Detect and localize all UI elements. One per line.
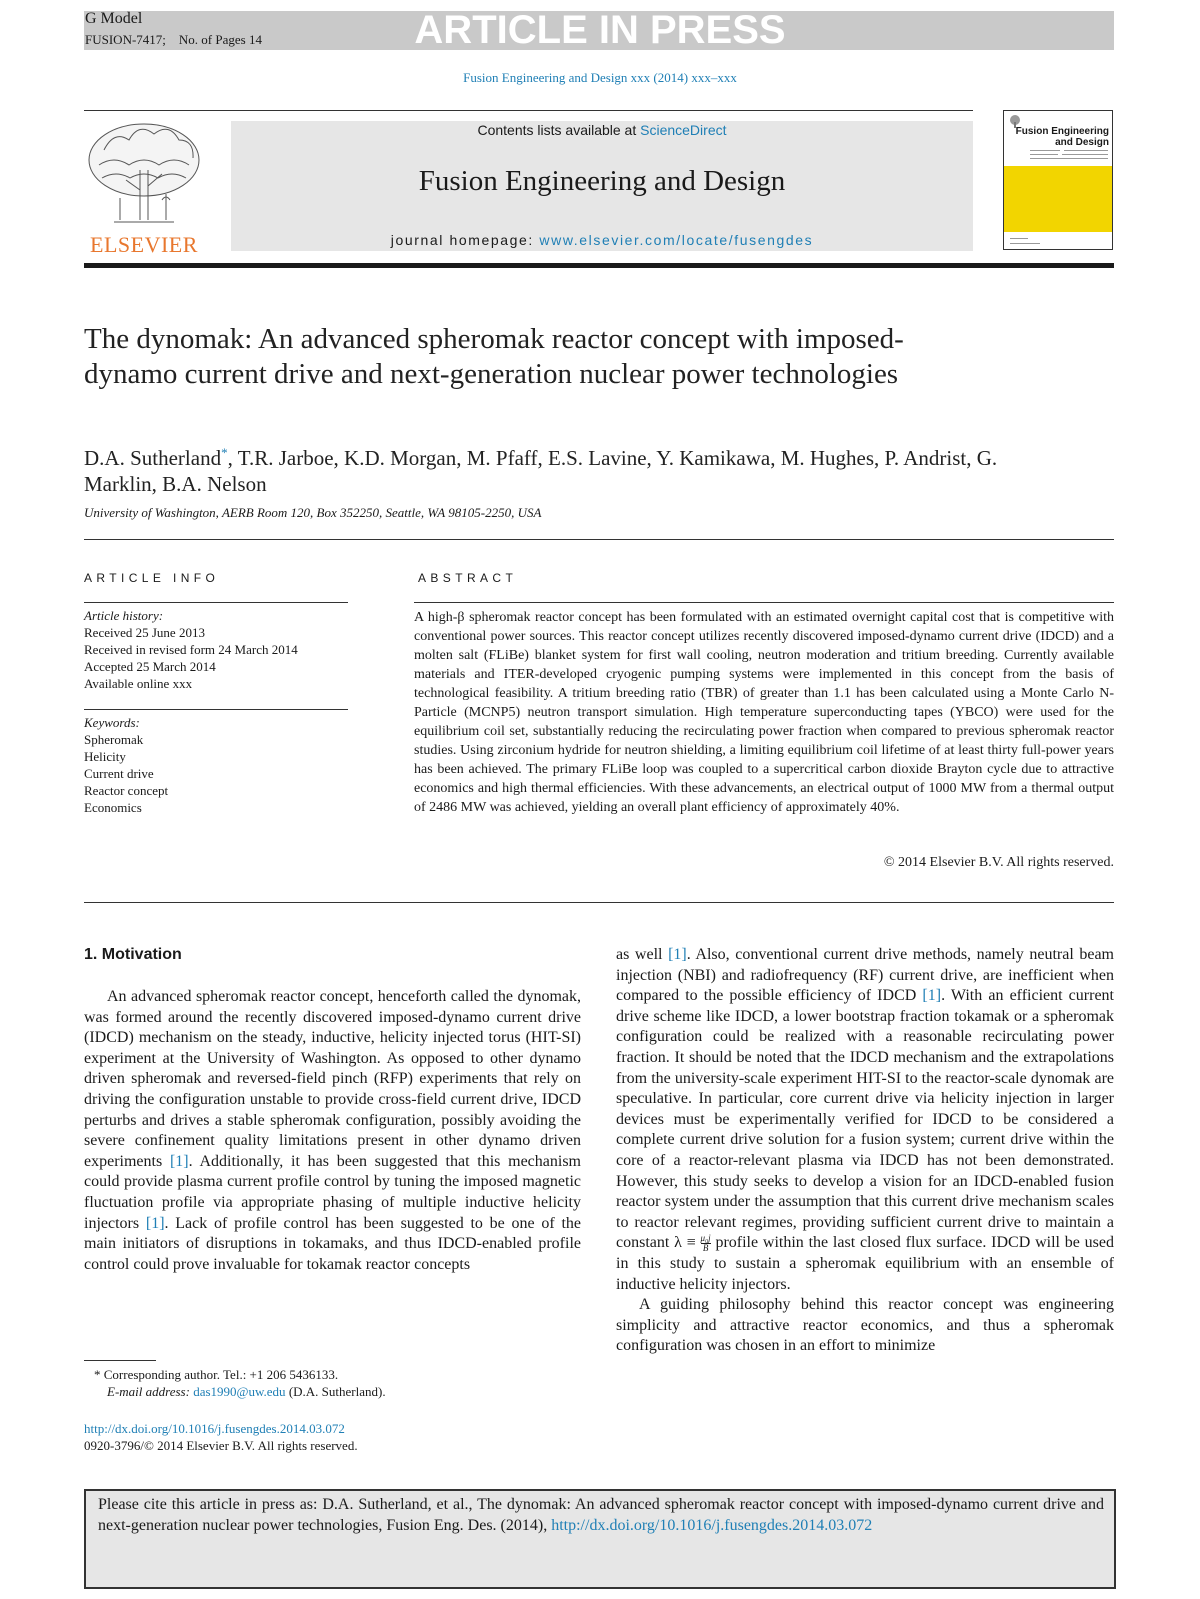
article-info-rule xyxy=(84,602,348,603)
article-in-press-banner: ARTICLE IN PRESS xyxy=(414,8,786,52)
elsevier-wordmark: ELSEVIER xyxy=(90,232,198,257)
abstract-text: A high-β spheromak reactor concept has been formulated with an estimated overnight capital cost that is competitive with conventional power sources. This reactor concept utilizes recently discovered imposed-dynamo current drive (IDCD) and a molten salt (FLiBe) blanket system for first wall cooling, neutron moderation and tritium breeding. Currently available materials and ITER-developed cryogenic pumping systems were implemented in this concept from the basis of technological feasibility. A tritium breeding ratio (TBR) of greater than 1.1 has been calculated using a Monte Carlo N-Particle (MCNP5) neutron transport simulation. High temperature superconducting tapes (YBCO) were used for the equilibrium coil set, substantially reducing the recirculating power fraction when compared to previous spheromak reactor studies. Using zirconium hydride for neutron shielding, a limiting equilibrium coil lifetime of at least thirty full-power years has been achieved. The primary FLiBe loop was coupled to a supercritical carbon dioxide Brayton cycle due to attractive economics and high thermal efficiencies. With these advancements, an electrical output of 1000 MW from a thermal output of 2486 MW was achieved, yielding an overall plant efficiency of approximately 40%. xyxy=(414,610,1114,815)
cover-yellow-panel xyxy=(1004,166,1112,232)
cover-subtitle-lines xyxy=(1030,149,1110,163)
fraction-denominator: B xyxy=(702,1243,709,1254)
article-title: The dynomak: An advanced spheromak reactor concept with imposed-dynamo current drive and next-generation nuclear power technologies xyxy=(84,323,904,390)
body-text: . Additionally, it has been suggested that this mechanism could provide plasma current profile control by tuning the imposed magnetic fluctuation profile via appropriate phasing of multiple inductive helicity injectors xyxy=(84,1152,581,1232)
footnote xyxy=(84,1366,386,1400)
keywords-rule xyxy=(84,709,348,710)
cover-title-line-1: Fusion Engineering xyxy=(1015,126,1109,137)
body-text: as well xyxy=(616,946,669,963)
body-text: . Lack of profile control has been suggested to be one of the main initiators of disruptions in tokamaks, and thus IDCD-enabled profile control could prove invaluable for tokamak reactor concepts xyxy=(84,1214,582,1273)
section-heading-motivation: 1. Motivation xyxy=(84,946,182,963)
reference-link[interactable]: [1] xyxy=(145,1214,165,1232)
author-list xyxy=(84,440,1004,497)
sciencedirect-link[interactable]: ScienceDirect xyxy=(640,122,727,138)
homepage-link[interactable]: www.elsevier.com/locate/fusengdes xyxy=(539,232,814,248)
journal-name: Fusion Engineering and Design xyxy=(418,165,786,197)
history-item: Received in revised form 24 March 2014 xyxy=(84,642,298,657)
contents-prefix: Contents lists available at xyxy=(477,122,641,138)
elsevier-tree-logo xyxy=(84,120,204,230)
journal-reference[interactable]: Fusion Engineering and Design xxx (2014) xxx–xxx xyxy=(463,70,737,85)
issn-line: 0920-3796/© 2014 Elsevier B.V. All rights reserved. xyxy=(84,1438,358,1453)
cover-footer-marks xyxy=(1010,236,1050,248)
keyword-item: Current drive xyxy=(84,766,154,781)
reference-link[interactable]: [1] xyxy=(668,946,687,963)
section-rule-bottom xyxy=(84,902,1114,903)
cite-doi-link[interactable]: http://dx.doi.org/10.1016/j.fusengdes.2014.03.072 xyxy=(551,1517,873,1534)
history-item: Accepted 25 March 2014 xyxy=(84,659,216,674)
page-count: No. of Pages 14 xyxy=(178,32,262,47)
email-link[interactable]: das1990@uw.edu xyxy=(193,1384,286,1399)
homepage-prefix: journal homepage: xyxy=(390,232,540,248)
reference-link[interactable]: [1] xyxy=(922,987,942,1005)
cover-title xyxy=(1013,126,1109,148)
lambda-fraction xyxy=(701,1234,711,1253)
cite-text-block xyxy=(98,1494,1104,1536)
footnote-mark: * xyxy=(94,1367,101,1382)
footnote-text: Corresponding author. Tel.: +1 206 5436133. xyxy=(100,1367,339,1382)
fraction-numerator: μ₀j xyxy=(700,1233,711,1244)
cite-text: Please cite this article in press as: D.A. Sutherland, et al., The dynomak: An advanced spheromak reactor concept with imposed-dynamo current drive and next-generation nuclear power technologies, Fusion Eng. Des. (2014), xyxy=(98,1496,1104,1534)
article-history xyxy=(84,607,298,692)
body-text: . Also, conventional current drive methods, namely neutral beam injection (NBI) and radiofrequency (RF) current drive, are inefficient when compared to the possible efficiency of IDCD xyxy=(616,946,1115,1005)
email-suffix: (D.A. Sutherland). xyxy=(285,1384,386,1399)
keyword-item: Economics xyxy=(84,800,142,815)
email-label: E-mail address: xyxy=(107,1384,194,1399)
keyword-item: Reactor concept xyxy=(84,783,169,798)
body-right-column xyxy=(616,945,1114,1357)
article-info-heading: ARTICLE INFO xyxy=(84,571,220,585)
keywords-label: Keywords: xyxy=(84,715,140,730)
section-rule-top xyxy=(84,539,1114,540)
header-rule xyxy=(84,110,973,111)
body-left-column xyxy=(84,987,581,1275)
other-authors: , T.R. Jarboe, K.D. Morgan, M. Pfaff, E.S. Lavine, Y. Kamikawa, M. Hughes, P. Andrist, G. Marklin, B.A. Nelson xyxy=(84,446,998,496)
body-text: profile within the last closed flux surface. IDCD will be used in this study to sustain a spheromak equilibrium with an ensemble of inductive helicity injectors. xyxy=(616,1234,1114,1293)
corresponding-author-mark[interactable]: * xyxy=(221,445,228,460)
history-label: Article history: xyxy=(84,608,164,623)
doi-block xyxy=(84,1420,358,1454)
keyword-item: Helicity xyxy=(84,749,126,764)
doi-link[interactable]: http://dx.doi.org/10.1016/j.fusengdes.2014.03.072 xyxy=(84,1421,345,1436)
g-model-label: G Model xyxy=(85,10,143,27)
body-text: A guiding philosophy behind this reactor concept was engineering simplicity and attractive reactor economics, and thus a spheromak configuration was chosen in an effort to minimize xyxy=(616,1296,1114,1355)
journal-homepage-line xyxy=(231,232,973,248)
article-id: FUSION-7417; xyxy=(85,32,166,47)
keywords xyxy=(84,714,168,816)
contents-line xyxy=(231,122,973,138)
cover-title-line-2: and Design xyxy=(1055,137,1109,148)
body-text: An advanced spheromak reactor concept, henceforth called the dynomak, was formed around the recently discovered imposed-dynamo current drive (IDCD) mechanism on the steady, inductive, helicity injected torus (HIT-SI) experiment at the University of Washington. As opposed to other dynamo driven spheromak and reversed-field pinch (RFP) experiments that rely on driving the configuration unstable to provide cross-field current drive, IDCD perturbs and drives a stable spheromak configuration, possibly avoiding the severe confinement quality limitations present in other dynamo driven experiments xyxy=(84,988,581,1170)
abstract-rule xyxy=(414,602,1114,603)
affiliation: University of Washington, AERB Room 120, Box 352250, Seattle, WA 98105-2250, USA xyxy=(84,505,542,520)
history-item: Available online xxx xyxy=(84,676,193,691)
masthead-thick-rule xyxy=(84,263,1114,268)
first-author: D.A. Sutherland xyxy=(84,446,222,470)
reference-link[interactable]: [1] xyxy=(169,1152,189,1170)
history-item: Received 25 June 2013 xyxy=(84,625,205,640)
keyword-item: Spheromak xyxy=(84,732,144,747)
footnote-rule xyxy=(84,1360,156,1361)
abstract-heading: ABSTRACT xyxy=(418,571,518,585)
abstract-copyright: © 2014 Elsevier B.V. All rights reserved. xyxy=(883,855,1114,870)
body-text: . With an efficient current drive scheme like IDCD, a lower bootstrap fraction tokamak or a spheromak configuration could be realized with a reasonable recirculating power fraction. It should be noted that the IDCD mechanism and the extrapolations from the university-scale experiment HIT-SI to the reactor-scale dynomak are speculative. In particular, core current drive via helicity injection in larger devices must be experimentally verified for IDCD to be considered a complete current drive solution for a fusion system; current drive within the core of a reactor-relevant plasma via IDCD has not been demonstrated. However, this study seeks to develop a vision for an IDCD-enabled fusion reactor system under the assumption that this current drive mechanism scales to reactor relevant regimes, providing sufficient current drive to maintain a constant λ ≡ xyxy=(616,987,1114,1252)
